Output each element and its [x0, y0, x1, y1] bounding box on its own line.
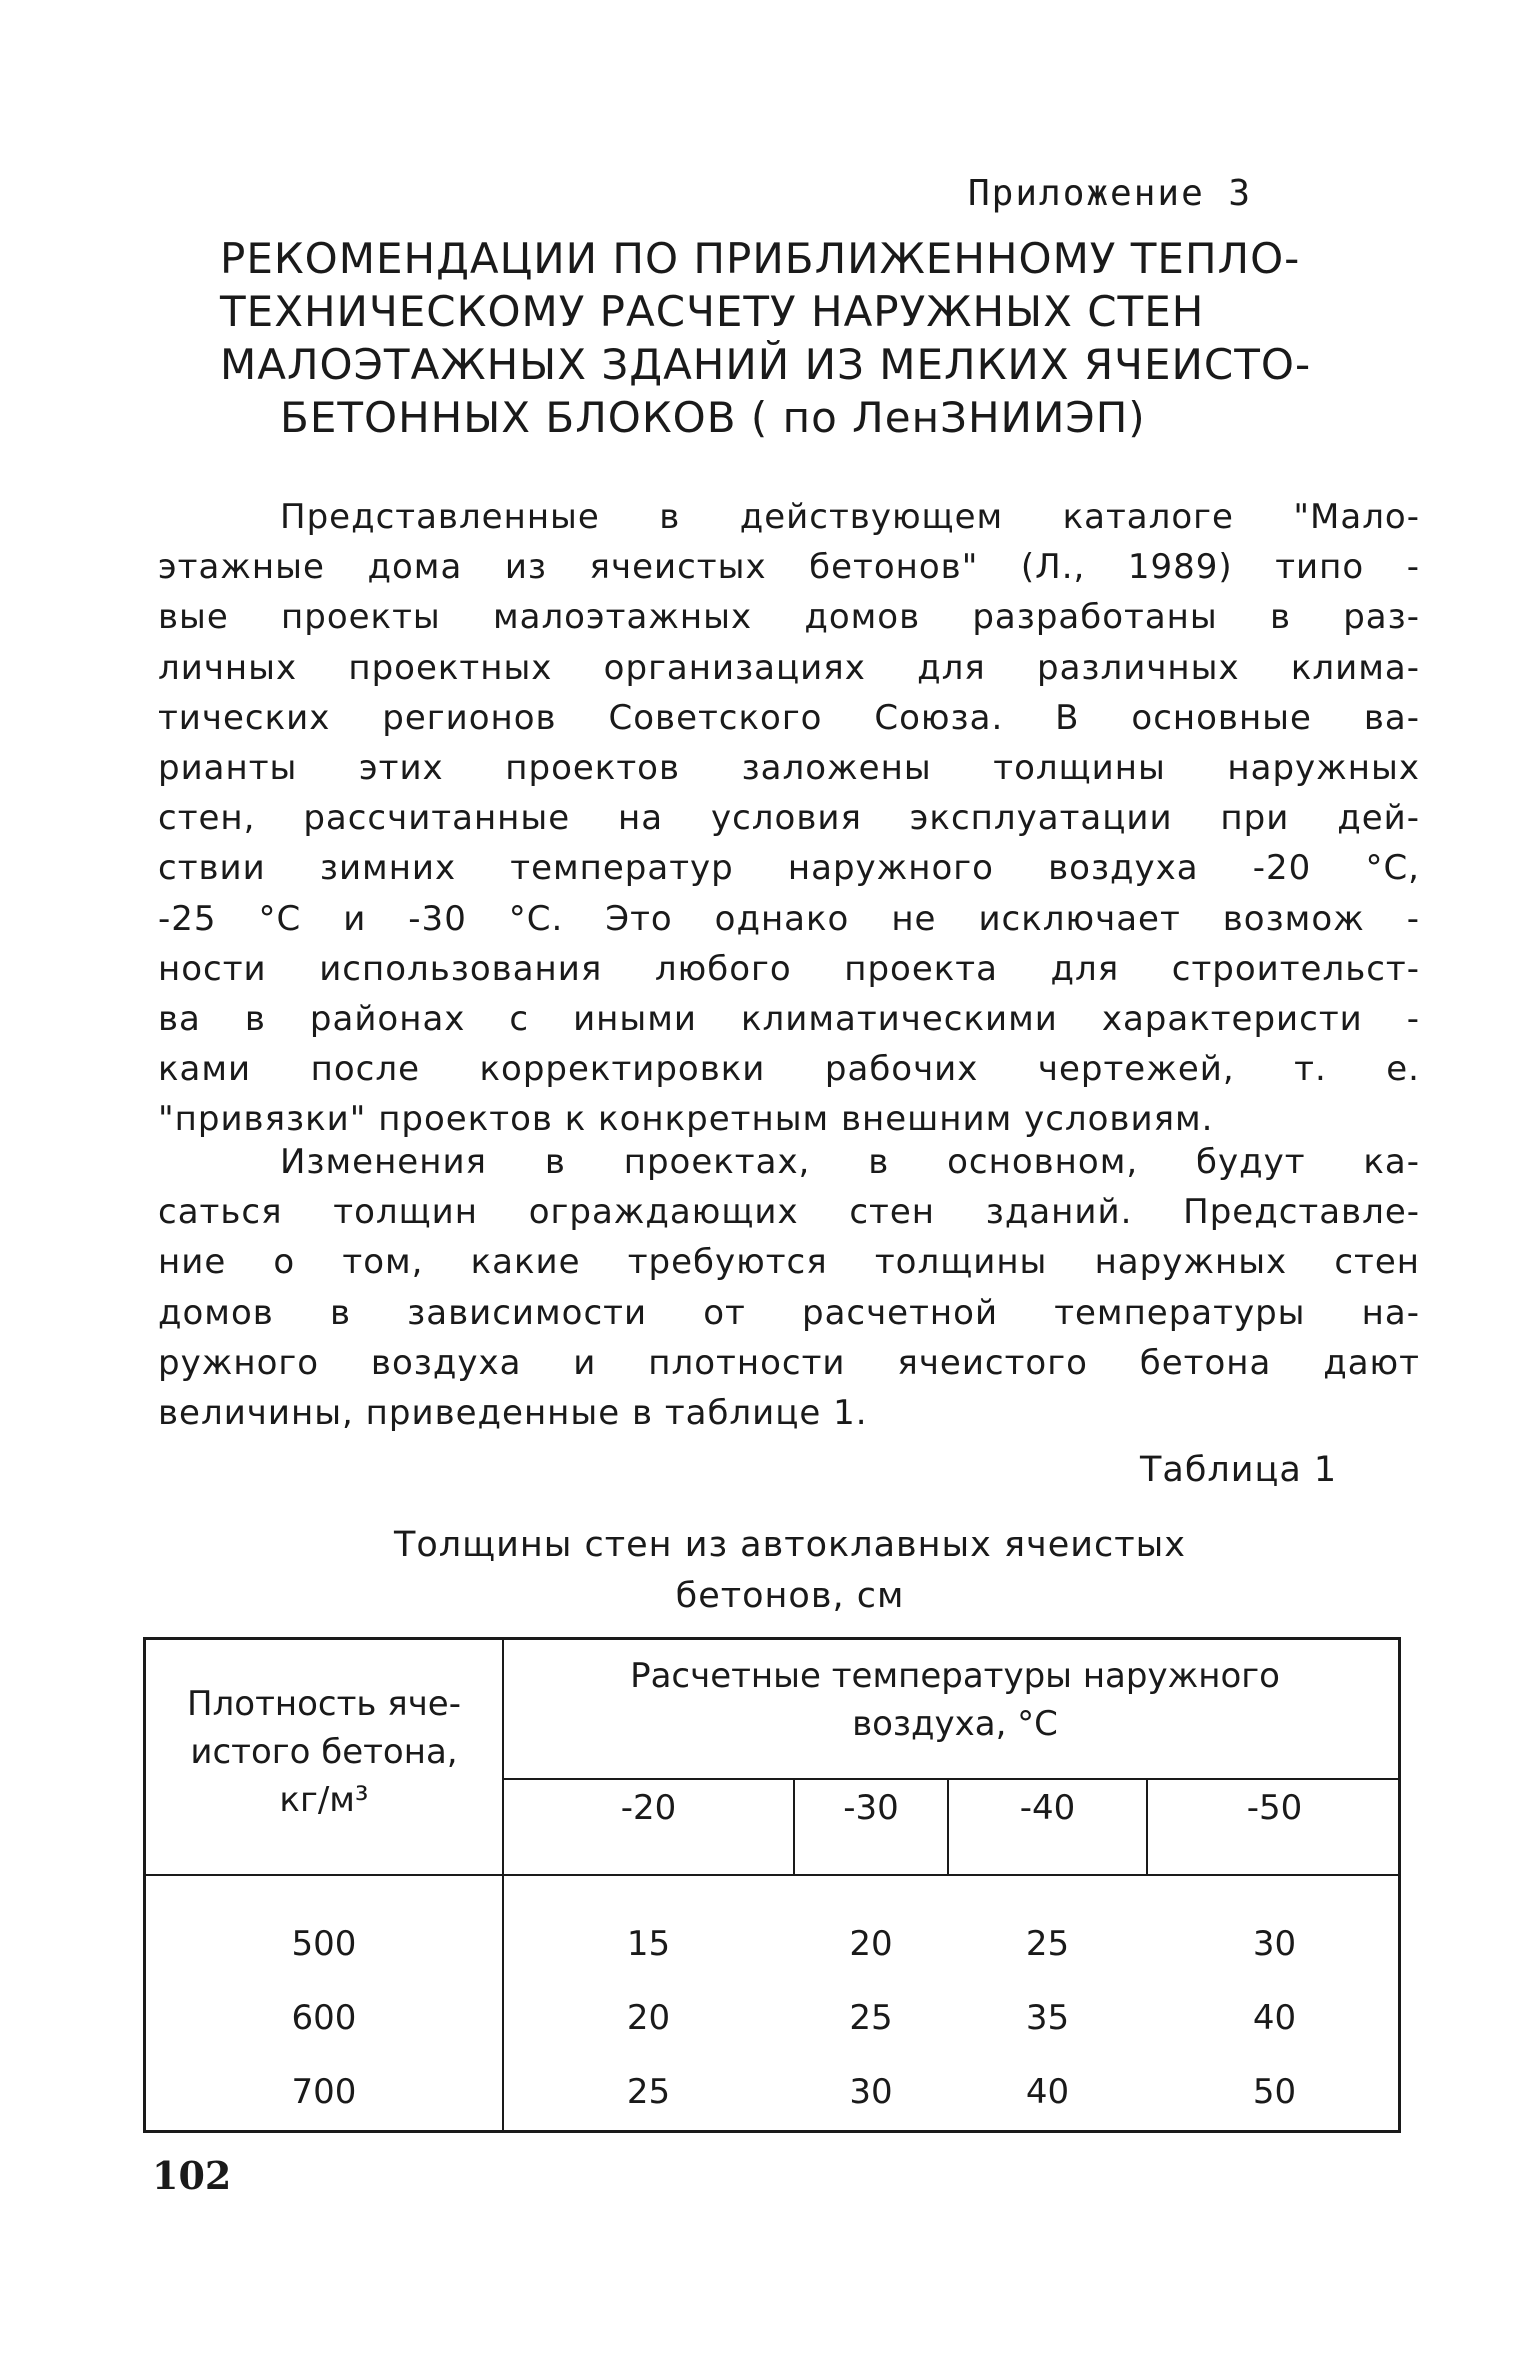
- text-line: тических регионов Советского Союза. В основные ва-: [158, 697, 1420, 738]
- temperature-header: -50: [1246, 1788, 1303, 1828]
- thickness-table: [143, 1637, 1401, 2133]
- text-line: ружного воздуха и плотности ячеистого бетона дают: [158, 1342, 1420, 1383]
- paragraph-1: [158, 492, 1420, 1145]
- value-cell: 40: [1025, 2072, 1070, 2112]
- density-cell: 700: [291, 2072, 357, 2112]
- text-line: Представленные в действующем каталоге "Мало-: [280, 497, 1420, 537]
- row-header-line: кг/м³: [279, 1780, 369, 1820]
- text-line: личных проектных организациях для различных клима-: [158, 647, 1420, 688]
- caption-line: бетонов, см: [675, 1576, 905, 1616]
- table-caption: [310, 1520, 1270, 1622]
- value-cell: 20: [849, 1924, 893, 1964]
- density-cell: 500: [291, 1924, 357, 1964]
- caption-line: Толщины стен из автоклавных ячеистых: [394, 1525, 1186, 1565]
- text-line: Изменения в проектах, в основном, будут ка-: [280, 1142, 1420, 1182]
- text-line: величины, приведенные в таблице 1.: [158, 1393, 868, 1434]
- value-cell: 20: [626, 1998, 671, 2038]
- text-line: ва в районах с иными климатическими характеристи -: [158, 999, 1420, 1040]
- value-cell: 30: [849, 2072, 893, 2112]
- paragraph-2: [158, 1137, 1420, 1438]
- value-cell: 25: [1025, 1924, 1070, 1964]
- row-header-line: Плотность яче-: [186, 1684, 461, 1724]
- page-number: 102: [152, 2153, 232, 2198]
- text-line: вые проекты малоэтажных домов разработаны в раз-: [158, 597, 1420, 638]
- temperature-header: -20: [620, 1788, 677, 1828]
- text-line: ствии зимних температур наружного воздуха -20 °С,: [158, 848, 1420, 889]
- heading-line: МАЛОЭТАЖНЫХ ЗДАНИЙ ИЗ МЕЛКИХ ЯЧЕИСТО-: [220, 340, 1312, 389]
- text-line: саться толщин ограждающих стен зданий. Представле-: [158, 1192, 1420, 1233]
- value-cell: 25: [849, 1998, 893, 2038]
- text-line: "привязки" проектов к конкретным внешним условиям.: [158, 1099, 1214, 1140]
- text-line: ности использования любого проекта для строительст-: [158, 948, 1420, 989]
- appendix-label: Приложение 3: [968, 173, 1253, 214]
- table-divider: [502, 1640, 504, 2130]
- text-line: -25 °С и -30 °С. Это однако не исключает возмож -: [158, 898, 1420, 939]
- value-cell: 50: [1252, 2072, 1297, 2112]
- heading-line: ТЕХНИЧЕСКОМУ РАСЧЕТУ НАРУЖНЫХ СТЕН: [220, 287, 1205, 336]
- density-cell: 600: [291, 1998, 357, 2038]
- column-header-line: Расчетные температуры наружного: [630, 1656, 1280, 1696]
- column-header-line: воздуха, °С: [852, 1704, 1058, 1744]
- heading-line: БЕТОННЫХ БЛОКОВ ( по ЛенЗНИИЭП): [280, 393, 1146, 442]
- value-cell: 25: [626, 2072, 671, 2112]
- text-line: этажные дома из ячеистых бетонов" (Л., 1989) типо -: [158, 547, 1420, 588]
- column-header: [506, 1652, 1404, 1748]
- table-divider: [504, 1778, 1398, 1780]
- row-header-line: истого бетона,: [190, 1732, 458, 1772]
- page-heading: [220, 232, 1350, 444]
- value-cell: 35: [1025, 1998, 1070, 2038]
- text-line: стен, рассчитанные на условия эксплуатации при дей-: [158, 798, 1420, 839]
- temperature-header: -30: [843, 1788, 899, 1828]
- value-cell: 30: [1252, 1924, 1297, 1964]
- temperature-header: -40: [1019, 1788, 1076, 1828]
- heading-line: РЕКОМЕНДАЦИИ ПО ПРИБЛИЖЕННОМУ ТЕПЛО-: [220, 234, 1301, 283]
- table-label: Таблица 1: [1140, 1450, 1338, 1490]
- value-cell: 15: [626, 1924, 671, 1964]
- table-divider: [146, 1874, 1398, 1876]
- text-line: рианты этих проектов заложены толщины наружных: [158, 748, 1420, 789]
- row-header: [146, 1680, 502, 1824]
- value-cell: 40: [1252, 1998, 1297, 2038]
- text-line: ние о том, какие требуются толщины наружных стен: [158, 1242, 1420, 1283]
- text-line: домов в зависимости от расчетной температуры на-: [158, 1292, 1420, 1333]
- text-line: ками после корректировки рабочих чертежей, т. е.: [158, 1049, 1420, 1090]
